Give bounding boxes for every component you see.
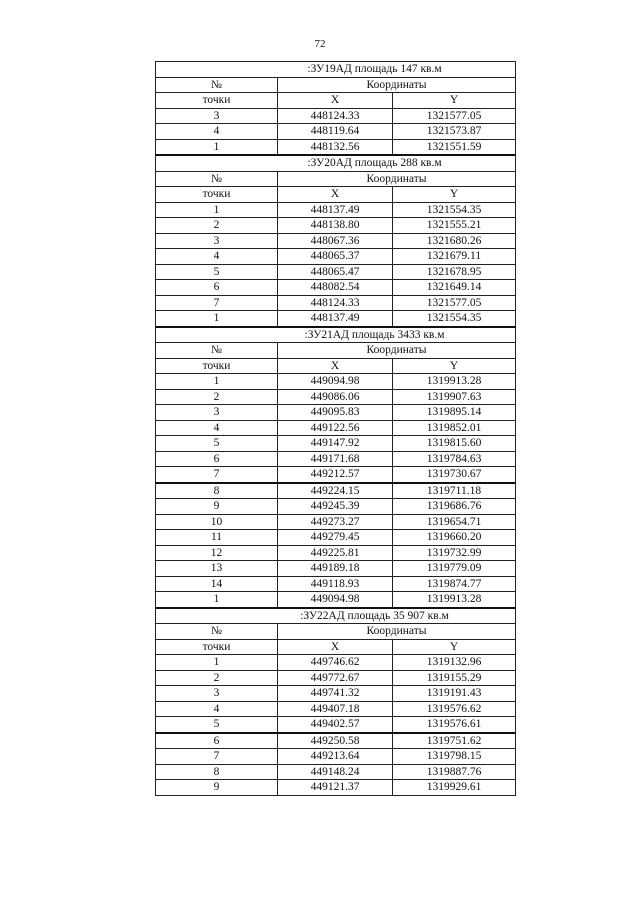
- header-x: X: [278, 639, 393, 655]
- point-number: 2: [156, 218, 278, 234]
- coord-x: 449086.06: [278, 389, 393, 405]
- coord-y: 1319895.14: [393, 405, 516, 421]
- coord-x: 448119.64: [278, 124, 393, 140]
- header-y: Y: [393, 93, 516, 109]
- coord-x: 449171.68: [278, 451, 393, 467]
- coord-x: 449122.56: [278, 420, 393, 436]
- coord-x: 449224.15: [278, 483, 393, 499]
- coord-y: 1321555.21: [393, 218, 516, 234]
- point-number: 11: [156, 530, 278, 546]
- table-row: [156, 218, 516, 234]
- table-row: [156, 670, 516, 686]
- coord-x: 449273.27: [278, 514, 393, 530]
- section-title-row: [156, 62, 516, 78]
- point-number: 7: [156, 467, 278, 483]
- coord-y: 1319660.20: [393, 530, 516, 546]
- header-no: №: [156, 343, 278, 359]
- table-row: [156, 514, 516, 530]
- table-row: [156, 108, 516, 124]
- coord-y: 1319887.76: [393, 764, 516, 780]
- coord-y: 1319730.67: [393, 467, 516, 483]
- coord-y: 1321678.95: [393, 264, 516, 280]
- header-x: X: [278, 187, 393, 203]
- coord-x: 449407.18: [278, 701, 393, 717]
- point-number: 1: [156, 311, 278, 327]
- coord-x: 449225.81: [278, 545, 393, 561]
- coord-x: 449250.58: [278, 733, 393, 749]
- point-number: 2: [156, 389, 278, 405]
- coord-y: 1321554.35: [393, 311, 516, 327]
- coord-y: 1319732.99: [393, 545, 516, 561]
- point-number: 4: [156, 124, 278, 140]
- header-coords: Координаты: [278, 624, 516, 640]
- point-number: 2: [156, 670, 278, 686]
- table-row: [156, 686, 516, 702]
- coord-x: 448132.56: [278, 139, 393, 155]
- coord-x: 449094.98: [278, 374, 393, 390]
- point-number: 1: [156, 202, 278, 218]
- coord-y: 1319654.71: [393, 514, 516, 530]
- table-row: [156, 280, 516, 296]
- table-row: [156, 233, 516, 249]
- coord-x: 449118.93: [278, 576, 393, 592]
- coord-y: 1319576.61: [393, 717, 516, 733]
- point-number: 12: [156, 545, 278, 561]
- coord-x: 449741.32: [278, 686, 393, 702]
- coord-y: 1319751.62: [393, 733, 516, 749]
- table-row: [156, 202, 516, 218]
- point-number: 13: [156, 561, 278, 577]
- coord-x: 448065.47: [278, 264, 393, 280]
- header-row: [156, 639, 516, 655]
- table-row: [156, 576, 516, 592]
- coord-y: 1321577.05: [393, 295, 516, 311]
- point-number: 1: [156, 592, 278, 608]
- table-row: [156, 733, 516, 749]
- coord-x: 449746.62: [278, 655, 393, 671]
- table-row: [156, 561, 516, 577]
- point-number: 8: [156, 483, 278, 499]
- point-number: 3: [156, 108, 278, 124]
- coord-y: 1319874.77: [393, 576, 516, 592]
- coord-x: 449212.57: [278, 467, 393, 483]
- coord-x: 449213.64: [278, 749, 393, 765]
- header-coords: Координаты: [278, 171, 516, 187]
- table-row: [156, 295, 516, 311]
- header-row: [156, 343, 516, 359]
- point-number: 1: [156, 374, 278, 390]
- table-row: [156, 374, 516, 390]
- header-point: точки: [156, 639, 278, 655]
- point-number: 3: [156, 686, 278, 702]
- coord-x: 449772.67: [278, 670, 393, 686]
- point-number: 6: [156, 280, 278, 296]
- header-point: точки: [156, 187, 278, 203]
- coord-y: 1321551.59: [393, 139, 516, 155]
- header-coords: Координаты: [278, 343, 516, 359]
- point-number: 3: [156, 233, 278, 249]
- coord-y: 1321577.05: [393, 108, 516, 124]
- coord-x: 449148.24: [278, 764, 393, 780]
- coord-x: 449189.18: [278, 561, 393, 577]
- page-number: 72: [314, 38, 326, 50]
- coord-x: 448067.36: [278, 233, 393, 249]
- section-title-row: [156, 155, 516, 171]
- coord-y: 1321649.14: [393, 280, 516, 296]
- table-row: [156, 124, 516, 140]
- table-row: [156, 483, 516, 499]
- coord-y: 1319798.15: [393, 749, 516, 765]
- coord-y: 1319852.01: [393, 420, 516, 436]
- coord-y: 1319929.61: [393, 780, 516, 796]
- point-number: 1: [156, 139, 278, 155]
- point-number: 9: [156, 499, 278, 515]
- point-number: 7: [156, 749, 278, 765]
- table-row: [156, 545, 516, 561]
- header-y: Y: [393, 187, 516, 203]
- coord-y: 1319784.63: [393, 451, 516, 467]
- coord-x: 448137.49: [278, 311, 393, 327]
- header-no: №: [156, 77, 278, 93]
- coord-y: 1319913.28: [393, 592, 516, 608]
- coord-y: 1321679.11: [393, 249, 516, 265]
- point-number: 4: [156, 420, 278, 436]
- coord-x: 448137.49: [278, 202, 393, 218]
- table-row: [156, 592, 516, 608]
- table-row: [156, 139, 516, 155]
- table-row: [156, 467, 516, 483]
- table-row: [156, 436, 516, 452]
- coord-x: 449121.37: [278, 780, 393, 796]
- point-number: 10: [156, 514, 278, 530]
- coord-x: 449245.39: [278, 499, 393, 515]
- header-y: Y: [393, 639, 516, 655]
- coord-y: 1321573.87: [393, 124, 516, 140]
- coord-x: 449095.83: [278, 405, 393, 421]
- table-row: [156, 451, 516, 467]
- point-number: 4: [156, 701, 278, 717]
- table-row: [156, 780, 516, 796]
- table-row: [156, 389, 516, 405]
- table-row: [156, 701, 516, 717]
- header-x: X: [278, 93, 393, 109]
- table-row: [156, 764, 516, 780]
- coord-x: 449094.98: [278, 592, 393, 608]
- coord-x: 448138.80: [278, 218, 393, 234]
- coord-y: 1319576.62: [393, 701, 516, 717]
- header-row: [156, 93, 516, 109]
- section-title-row: [156, 608, 516, 624]
- table-row: [156, 420, 516, 436]
- coord-x: 448065.37: [278, 249, 393, 265]
- header-row: [156, 358, 516, 374]
- coord-y: 1319191.43: [393, 686, 516, 702]
- coord-y: 1319913.28: [393, 374, 516, 390]
- point-number: 5: [156, 717, 278, 733]
- header-x: X: [278, 358, 393, 374]
- header-point: точки: [156, 93, 278, 109]
- coordinates-table-body: [156, 62, 516, 796]
- header-coords: Координаты: [278, 77, 516, 93]
- header-no: №: [156, 171, 278, 187]
- header-row: [156, 77, 516, 93]
- point-number: 8: [156, 764, 278, 780]
- coord-y: 1319686.76: [393, 499, 516, 515]
- header-point: точки: [156, 358, 278, 374]
- coord-y: 1321680.26: [393, 233, 516, 249]
- section-title: :ЗУ22АД площадь 35 907 кв.м: [156, 608, 516, 624]
- point-number: 9: [156, 780, 278, 796]
- table-row: [156, 311, 516, 327]
- point-number: 6: [156, 733, 278, 749]
- header-y: Y: [393, 358, 516, 374]
- header-row: [156, 187, 516, 203]
- section-title: :ЗУ20АД площадь 288 кв.м: [156, 155, 516, 171]
- coord-x: 449147.92: [278, 436, 393, 452]
- coord-y: 1319815.60: [393, 436, 516, 452]
- table-row: [156, 405, 516, 421]
- point-number: 5: [156, 264, 278, 280]
- section-title: :ЗУ19АД площадь 147 кв.м: [156, 62, 516, 78]
- coord-x: 448124.33: [278, 108, 393, 124]
- point-number: 1: [156, 655, 278, 671]
- table-row: [156, 499, 516, 515]
- point-number: 7: [156, 295, 278, 311]
- section-title: :ЗУ21АД площадь 3433 кв.м: [156, 327, 516, 343]
- coord-y: 1319907.63: [393, 389, 516, 405]
- coord-y: 1321554.35: [393, 202, 516, 218]
- point-number: 14: [156, 576, 278, 592]
- table-row: [156, 655, 516, 671]
- coord-x: 449279.45: [278, 530, 393, 546]
- section-title-row: [156, 327, 516, 343]
- header-row: [156, 624, 516, 640]
- point-number: 3: [156, 405, 278, 421]
- table-row: [156, 264, 516, 280]
- coordinates-table: [155, 61, 516, 796]
- point-number: 4: [156, 249, 278, 265]
- table-row: [156, 717, 516, 733]
- header-row: [156, 171, 516, 187]
- coord-x: 448082.54: [278, 280, 393, 296]
- coord-y: 1319155.29: [393, 670, 516, 686]
- coord-y: 1319132.96: [393, 655, 516, 671]
- coord-x: 449402.57: [278, 717, 393, 733]
- point-number: 5: [156, 436, 278, 452]
- table-row: [156, 530, 516, 546]
- header-no: №: [156, 624, 278, 640]
- coord-x: 448124.33: [278, 295, 393, 311]
- table-row: [156, 249, 516, 265]
- coord-y: 1319779.09: [393, 561, 516, 577]
- coord-y: 1319711.18: [393, 483, 516, 499]
- point-number: 6: [156, 451, 278, 467]
- table-row: [156, 749, 516, 765]
